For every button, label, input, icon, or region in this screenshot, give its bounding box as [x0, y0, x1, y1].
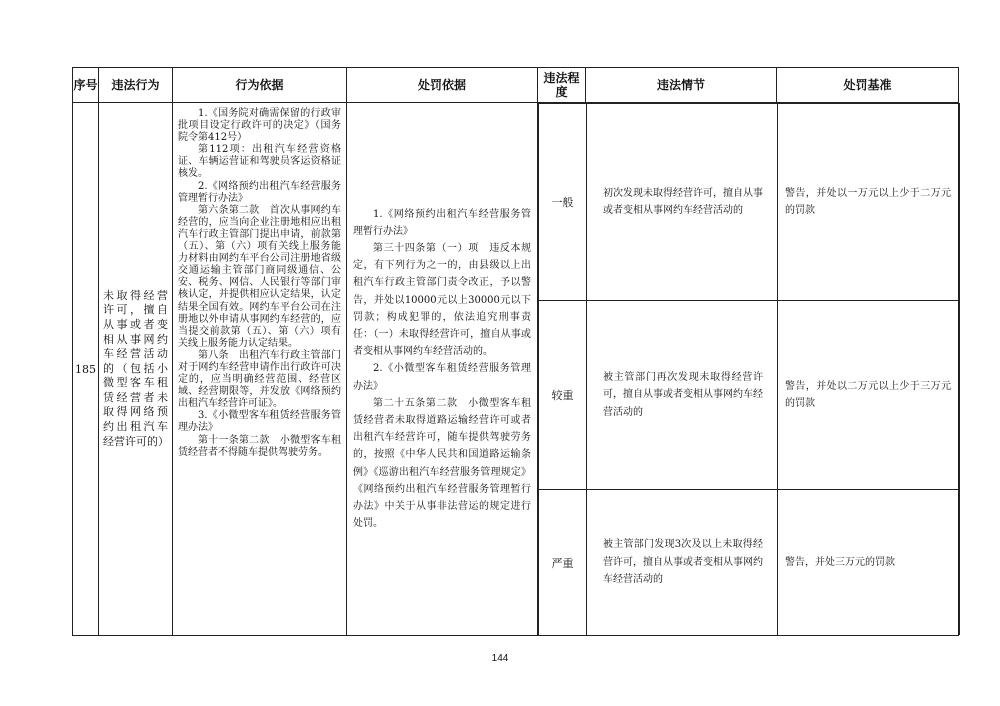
level-degree: 较重	[539, 301, 587, 490]
table-header-row	[73, 68, 959, 103]
row-penalty-basis	[347, 103, 538, 636]
header-circumstance: 违法情节	[586, 68, 777, 103]
level-row-general	[539, 104, 960, 301]
level-standard: 警告，并处三万元的罚款	[778, 490, 960, 636]
penalty-basis-para: 第三十四条第（一）项 违反本规定，有下列行为之一的，由县级以上出租汽车行政主管部门责令改正，予以警告，并处以10000元以上30000元以下罚款；构成犯罪的，依法追究刑事责任：（一）未取得经营许可，擅自从事或者变相从事网约车经营活动的。	[353, 242, 531, 358]
conduct-basis-para: 第十一条第二款 小微型客车租赁经营者不得随车提供驾驶劳务。	[178, 434, 341, 458]
header-degree: 违法程度	[538, 68, 586, 103]
conduct-basis-para: 1.《国务院对确需保留的行政审批项目设定行政许可的决定》（国务院令第412号）	[178, 108, 341, 144]
level-standard: 警告，并处以二万元以上少于三万元的罚款	[778, 301, 960, 490]
level-circumstance: 初次发现未取得经营许可，擅自从事或者变相从事网约车经营活动的	[587, 104, 778, 301]
level-circumstance: 被主管部门发现3次及以上未取得经营许可，擅自从事或者变相从事网约车经营活动的	[587, 490, 778, 636]
conduct-basis-para: 第112项：出租汽车经营资格证、车辆运营证和驾驶员客运资格证核发。	[178, 144, 341, 180]
penalty-basis-para: 第二十五条第二款 小微型客车租赁经营者未取得道路运输经营许可或者出租汽车经营许可，随车提供驾驶劳务的，按照《中华人民共和国道路运输条例》《巡游出租汽车经营服务管理规定》《网络预约出租汽车经营服务管理暂行办法》中关于从事非法营运的规定进行处罚。	[353, 397, 531, 530]
level-circumstance: 被主管部门再次发现未取得经营许可，擅自从事或者变相从事网约车经营活动的	[587, 301, 778, 490]
level-degree: 严重	[539, 490, 587, 636]
level-degree: 一般	[539, 104, 587, 301]
penalty-standard-table	[72, 67, 959, 636]
level-standard: 警告，并处以一万元以上少于二万元的罚款	[778, 104, 960, 301]
conduct-basis-para: 3.《小微型客车租赁经营服务管理办法》	[178, 410, 341, 434]
conduct-basis-para: 2.《网络预约出租汽车经营服务管理暂行办法》	[178, 180, 341, 204]
penalty-basis-para: 1.《网络预约出租汽车经营服务管理暂行办法》	[353, 208, 531, 237]
table-row	[73, 103, 959, 636]
row-seq: 185	[73, 103, 99, 636]
penalty-levels-table	[538, 103, 960, 635]
header-conduct-basis: 行为依据	[173, 68, 347, 103]
row-conduct-basis	[173, 103, 347, 636]
penalty-levels	[538, 103, 959, 636]
level-row-serious	[539, 301, 960, 490]
penalty-basis-para: 2.《小微型客车租赁经营服务管理办法》	[353, 363, 531, 392]
header-seq: 序号	[73, 68, 99, 103]
header-penalty-standard: 处罚基准	[777, 68, 959, 103]
conduct-basis-para: 第八条 出租汽车行政主管部门对于网约车经营申请作出行政许可决定的，应当明确经营范围、经营区域、经营期限等，并发放《网络预约出租汽车经营许可证》。	[178, 349, 341, 410]
level-row-severe	[539, 490, 960, 636]
header-violation: 违法行为	[99, 68, 173, 103]
row-violation: 未取得经营许可，擅自从事或者变相从事网约车经营活动的（包括小微型客车租赁经营者未取得网络预约出租汽车经营许可的）	[99, 103, 173, 636]
conduct-basis-para: 第六条第二款 首次从事网约车经营的，应当向企业注册地相应出租汽车行政主管部门提出申请，前款第（五）、第（六）项有关线上服务能力材料由网约车平台公司注册地省级交通运输主管部门商同级通信、公安、税务、网信、人民银行等部门审核认定，并提供相应认定结果，认定结果全国有效。网约车平台公司在注册地以外申请从事网约车经营的，应当提交前款第（五）、第（六）项有关线上服务能力认定结果。	[178, 204, 341, 349]
page-number: 144	[491, 653, 509, 664]
header-penalty-basis: 处罚依据	[347, 68, 538, 103]
